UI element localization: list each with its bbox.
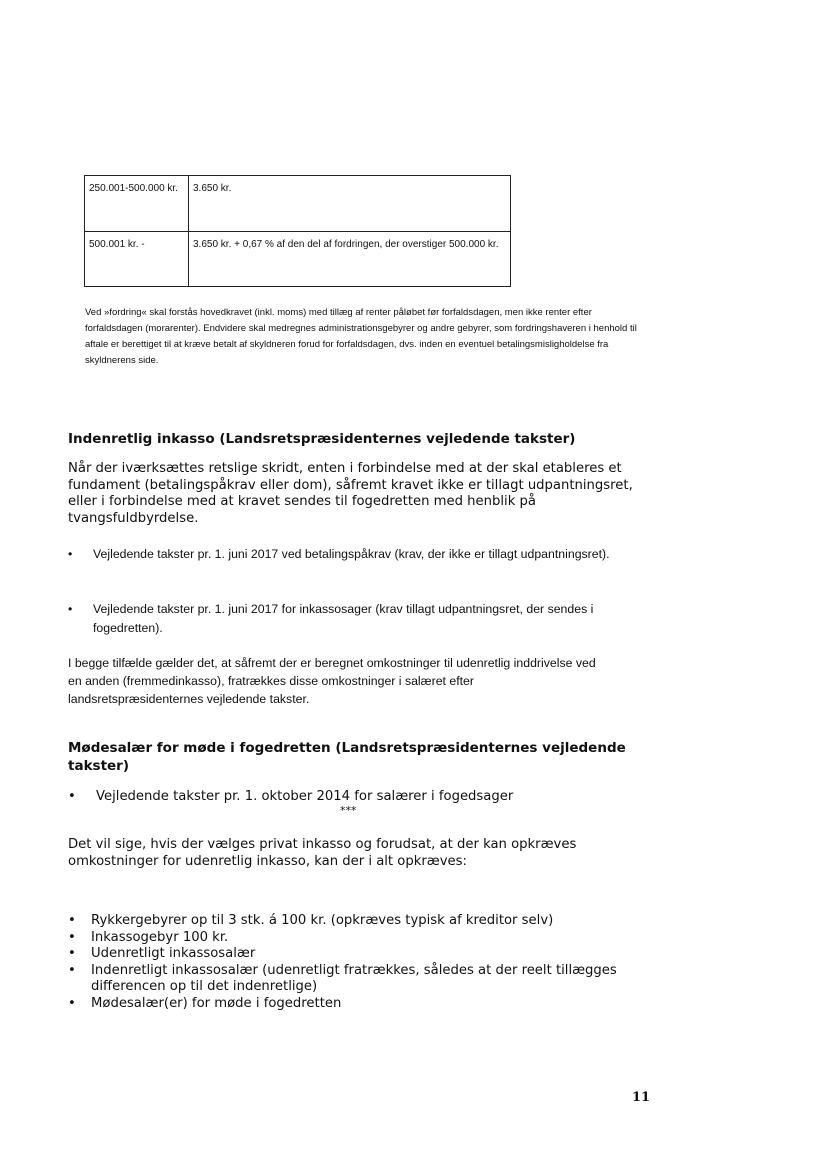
bullet-icon: • bbox=[68, 789, 76, 804]
fee-table bbox=[84, 175, 511, 287]
bullet-icon: • bbox=[68, 929, 76, 945]
bullet-icon: • bbox=[68, 946, 76, 961]
list-item-text: Vejledende takster pr. 1. juni 2017 ved betalingspåkrav (krav, der ikke er tillagt udpantningsret). bbox=[93, 547, 610, 561]
list-item bbox=[68, 996, 663, 1013]
section-intro: Når der iværksættes retslige skridt, enten i forbindelse med at der skal etableres et fundament (betalingspåkrav eller dom), såfremt kravet ikke er tillagt udpantningsret, eller i forbindelse med at kravet sendes til fogedretten med henblik på tvangsfuldbyrdelse. bbox=[68, 461, 633, 526]
separator-stars: *** bbox=[340, 804, 357, 817]
list-item-text: Inkassogebyr 100 kr. bbox=[91, 929, 229, 945]
section-heading-indenretlig-inkasso: Indenretlig inkasso (Landsretspræsidenternes vejledende takster) bbox=[68, 431, 576, 447]
table-cell-fee: 3.650 kr. bbox=[189, 176, 511, 232]
list-item bbox=[68, 963, 663, 996]
list-item-text: Mødesalær(er) for møde i fogedretten bbox=[91, 995, 342, 1011]
table-cell-amount: 500.001 kr. - bbox=[85, 232, 189, 287]
body-paragraph: I begge tilfælde gælder det, at såfremt der er beregnet omkostninger til udenretlig inddrivelse ved en anden (fremmedinkasso), fratrækkes disse omkostninger i salæret efter landsretspræsidenternes vejledende takster. bbox=[68, 656, 596, 706]
bullet-list bbox=[68, 600, 628, 638]
list-item bbox=[68, 788, 628, 805]
list-item-text: Udenretligt inkassosalær bbox=[91, 946, 256, 961]
list-item bbox=[68, 913, 663, 930]
list-item-text: Indenretligt inkassosalær (udenretligt fratrækkes, således at der reelt tillægges differencen op til det indenretlige) bbox=[91, 962, 617, 994]
bullet-icon: • bbox=[68, 547, 73, 561]
list-item-text: Vejledende takster pr. 1. oktober 2014 for salærer i fogedsager bbox=[96, 789, 514, 804]
table-row bbox=[85, 232, 511, 287]
bullet-icon: • bbox=[68, 602, 73, 616]
summary-paragraph: Det vil sige, hvis der vælges privat inkasso og forudsat, at der kan opkræves omkostninger for udenretlig inkasso, kan der i alt opkræves: bbox=[68, 837, 577, 869]
list-item-text: Vejledende takster pr. 1. juni 2017 for inkassosager (krav tillagt udpantningsret, der sendes i fogedretten). bbox=[93, 602, 594, 635]
table-cell-amount: 250.001-500.000 kr. bbox=[85, 176, 189, 232]
table-cell-fee: 3.650 kr. + 0,67 % af den del af fordringen, der overstiger 500.000 kr. bbox=[189, 232, 511, 287]
bullet-icon: • bbox=[68, 913, 76, 928]
section-heading-moedesalaer: Mødesalær for møde i fogedretten (Landsretspræsidenternes vejledende takster) bbox=[68, 740, 626, 774]
table-footnote: Ved »fordring« skal forstås hovedkravet (inkl. moms) med tillæg af renter påløbet før forfaldsdagen, men ikke renter efter forfaldsdagen (morarenter). Endvidere skal medregnes administrationsgebyrer og andre gebyrer, som fordringshaveren i henhold til aftale er berettiget til at kræve betalt af skyldneren forud for forfaldsdagen, dvs. inden en eventuel betalingsmisligholdelse fra skyldnerens side. bbox=[85, 307, 637, 366]
fee-list bbox=[68, 913, 663, 1012]
list-item bbox=[68, 946, 663, 963]
bullet-list bbox=[68, 788, 628, 805]
list-item-text: Rykkergebyrer op til 3 stk. á 100 kr. (opkræves typisk af kreditor selv) bbox=[91, 913, 554, 928]
table-row bbox=[85, 176, 511, 232]
list-item bbox=[68, 545, 628, 564]
list-item bbox=[68, 600, 628, 638]
page-number: 11 bbox=[632, 1090, 651, 1105]
list-item bbox=[68, 930, 663, 947]
bullet-icon: • bbox=[68, 995, 76, 1011]
bullet-list bbox=[68, 545, 628, 564]
bullet-icon: • bbox=[68, 962, 76, 978]
